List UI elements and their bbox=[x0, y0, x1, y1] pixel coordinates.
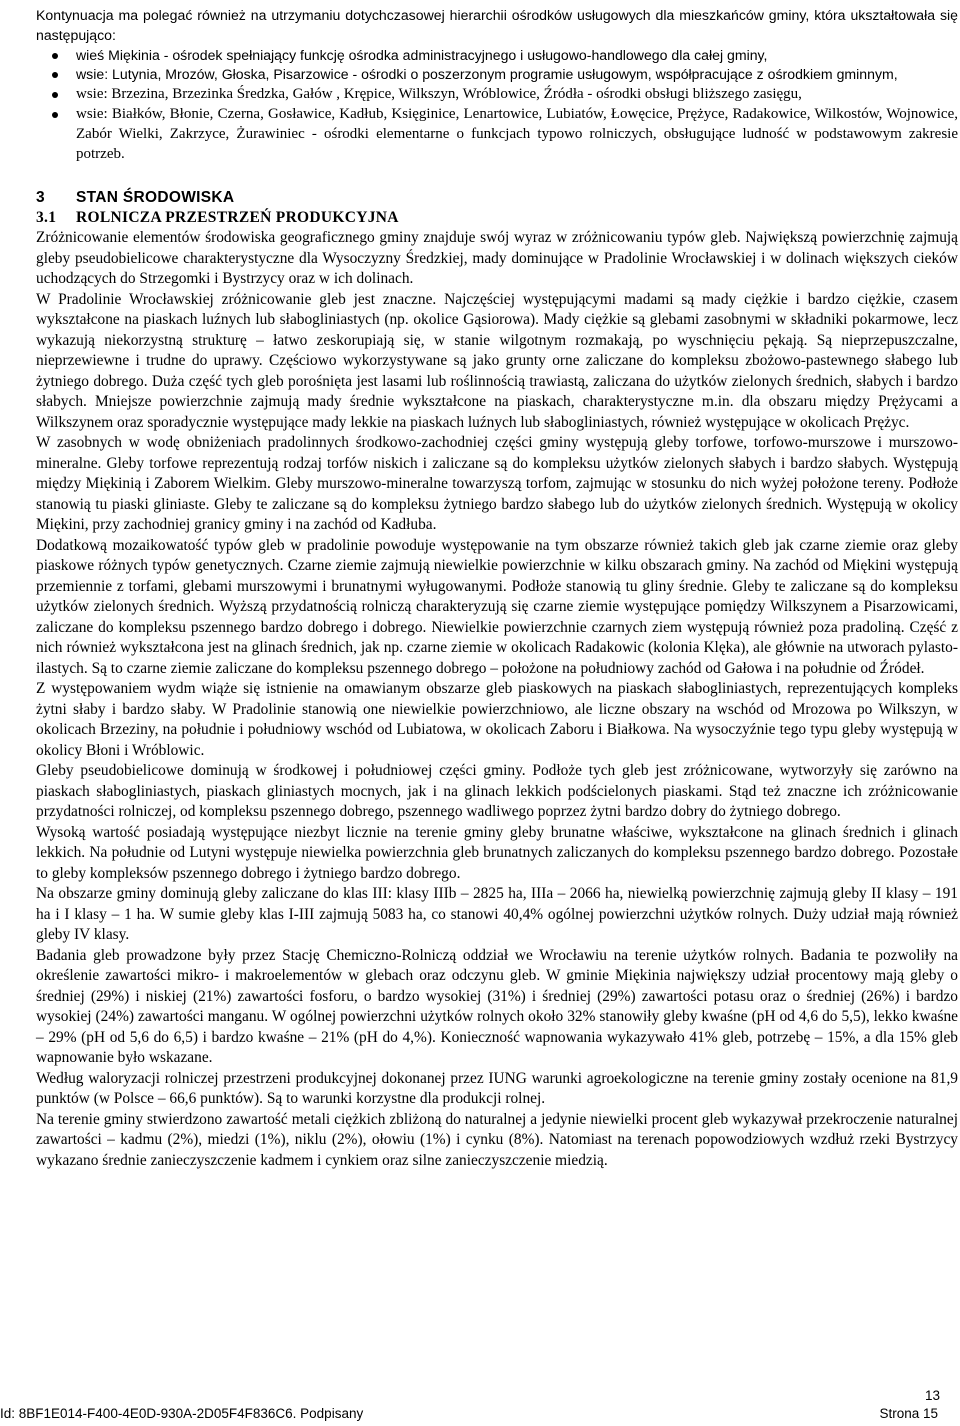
section-title: STAN ŚRODOWISKA bbox=[76, 189, 235, 207]
list-item-text: wieś Miękinia - ośrodek spełniający funkcję ośrodka administracyjnego i usługowo-handlowego dla całej gminy, bbox=[76, 46, 768, 63]
body-paragraph: Wysoką wartość posiadają występujące niezbyt licznie na terenie gminy gleby brunatne właściwe, wykształcone na glinach średnich i glinach lekkich. Na południe od Lutyni występuje niewielka powierzchnia gleb brunatnych zaliczanych do kompleksu pszennego bardzo dobrego. Pozostałe to gleby kompleksów pszennego dobrego i żytniego bardzo dobrego. bbox=[36, 823, 958, 882]
list-item bbox=[36, 105, 958, 164]
bullet-icon bbox=[52, 92, 58, 98]
body-paragraph: W Pradolinie Wrocławskiej zróżnicowanie gleb jest znaczne. Najczęściej występującymi madami są mady ciężkie i bardzo ciężkie, czasem wykształcone na piaskach luźnych lub słabogliniastych (np. okolice Gąsiorowa). Mady ciężkie są glebami zasobnymi w składniki pokarmowe, lecz wykazują niekorzystną strukturę – łatwo zeskorupiają się, w stanie wilgotnym rozmakają, po wyschnięciu pękają. Są nieprzepuszczalne, nieprzewiewne i trudne do uprawy. Częściowo wykorzystywane są jako grunty orne zaliczane do kompleksu zbożowo-pastewnego słabego lub żytniego dobrego. Duża część tych gleb porośnięta jest lasami lub roślinnością trawiastą, zaliczana do użytków zielonych średnich, słabych i bardzo słabych. Mniejsze powierzchnie zajmują mady średnie wykształcone na piaskach, charakterystyczne m.in. dla obszaru między Prężycami a Wilkszynem oraz sporadycznie występujące mady lekkie na piaskach luźnych lub słabogliniastych, również występujące w okolicach Prężyc. bbox=[36, 290, 958, 431]
section-number: 3 bbox=[36, 189, 45, 207]
list-item bbox=[36, 85, 958, 105]
subsection-number: 3.1 bbox=[36, 209, 57, 227]
body-paragraph: Na obszarze gminy dominują gleby zaliczane do klas III: klasy IIIb – 2825 ha, IIIa – 2066 ha, niewielką powierzchnię zajmują gleby II klasy – 191 ha i I klasy – 1 ha. W sumie gleby klas I-III zajmują 5083 ha, co stanowi 40,4% ogólnej powierzchni użytków rolnych. Duży udział mają również gleby IV klasy. bbox=[36, 885, 958, 944]
body-paragraph: Gleby pseudobielicowe dominują w środkowej i południowej części gminy. Podłoże tych gleb jest zróżnicowane, wytworzyły się zarówno na piaskach słabogliniastych, piaskach gliniastych mocnych, jak i na glinach lekkich podścielonych piaskami. Stąd też znaczne ich zróżnicowanie przydatności rolniczej, od kompleksu pszennego dobrego, pszennego wadliwego poprzez żytni bardzo dobry do żytniego dobrego. bbox=[36, 762, 958, 821]
intro-paragraph: Kontynuacja ma polegać również na utrzymaniu dotychczasowej hierarchii ośrodków usługowych dla mieszkańców gminy, która ukształtowała się następująco: bbox=[36, 7, 958, 43]
body-paragraph: Zróżnicowanie elementów środowiska geograficznego gminy znajduje swój wyraz w zróżnicowaniu typów gleb. Największą powierzchnię zajmują gleby pseudobielicowe charakterystyczne dla Wysoczyzny Średzkiej, mady dominujące w Pradolinie Wrocławskiej i w dolinach większych cieków uchodzących do Strzegomki i Bystrzycy oraz w ich dolinach. bbox=[36, 229, 958, 288]
body-paragraph: Z występowaniem wydm wiąże się istnienie na omawianym obszarze gleb piaskowych na piaskach słabogliniastych, reprezentujących kompleks żytni słaby i bardzo słaby. W Pradolinie stanowią one niewielkie powierzchniowo, ale liczne obszary na wschód od Mrozowa po Wilkszyn, w okolicach Brzeziny, na południe i południowy wschód od Lubiatowa, w okolicach Zaboru i Białkowa. Na wysoczyźnie tego typu gleby występują w okolicy Błoni i Wróblowic. bbox=[36, 680, 958, 759]
body-paragraph: Badania gleb prowadzone były przez Stację Chemiczno-Rolniczą oddział we Wrocławiu na terenie użytków rolnych. Badania te pozwoliły na określenie zawartości mikro- i makroelementów w glebach oraz odczynu gleb. W gminie Miękinia największy udział procentowy mają gleby o średniej (29%) i niskiej (21%) zawartości fosforu, o bardzo wysokiej (31%) i średniej (29%) zawartości potasu oraz o średniej (26%) i bardzo wysokiej (24%) zawartości manganu. W ogólnej powierzchni użytków rolnych około 32% stanowiły gleby kwaśne (pH od 4,6 do 5,5), lekko kwaśne – 29% (pH od 5,6 do 6,5) i bardzo kwaśne – 21% (pH do 4,%). Konieczność wapnowania wykazywało 41% gleb, potrzebę – 15%, a dla 15% gleb wapnowanie było wskazane. bbox=[36, 946, 958, 1067]
bullet-icon bbox=[52, 112, 58, 118]
body-paragraph: Według waloryzacji rolniczej przestrzeni produkcyjnej dokonanej przez IUNG warunki agroekologiczne na terenie gminy zostały ocenione na 81,9 punktów (w Polsce – 66,6 punktów). Są to warunki korzystne dla produkcji rolnej. bbox=[36, 1069, 958, 1108]
bullet-icon bbox=[52, 72, 58, 78]
page-label: Strona 15 bbox=[879, 1406, 938, 1421]
document-id: Id: 8BF1E014-F400-4E0D-930A-2D05F4F836C6. Podpisany bbox=[0, 1406, 364, 1421]
body-paragraph: Dodatkową mozaikowatość typów gleb w pradolinie powoduje występowanie na tym obszarze również takich gleb jak czarne ziemie oraz gleby piaskowe różnych typów genetycznych. Czarne ziemie zajmują niewielkie powierzchnie w kilku obszarach gminy. Na zachód od Miękini występują przemiennie z torfami, glebami murszowymi i brunatnymi wyługowanymi. Podłoże stanowią tu gliny średnie. Gleby te zaliczane są do kompleksu użytków zielonych średnich. Wyższą przydatnością rolniczą charakteryzują się czarne ziemie występujące pomiędzy Wilkszynem a Pisarzowicami, zaliczane do kompleksu pszennego bardzo dobrego i dobrego. Niewielkie powierzchnie czarnych ziem występują również poza pradoliną. Część z nich również wykształcona jest na glinach średnich, jak np. czarne ziemie w okolicach Radakowic (kolonia Klęka), ale głównie na utworach pylasto-ilastych. Są to czarne ziemie zaliczane do kompleksu pszennego dobrego – położone na południowy zachód od Gałowa i na południe od Źródeł. bbox=[36, 536, 958, 677]
section-heading bbox=[36, 188, 958, 208]
list-item bbox=[36, 46, 958, 66]
body-paragraph: W zasobnych w wodę obniżeniach pradolinnych środkowo-zachodniej części gminy występują gleby torfowe, torfowo-murszowe i murszowo-mineralne. Gleby torfowe reprezentują rodzaj torfów niskich i zaliczane są do kompleksu użytków zielonych słabych i bardzo słabych. Występują między Miękinią i Zaborem Wielkim. Gleby murszowo-mineralne towarzyszą torfom, zajmując w stosunku do nich wyżej położone tereny. Podłoże stanowią tu piaski gliniaste. Gleby te zaliczane są do kompleksu żytniego bardzo słabego lub do użytków zielonych średnich. Występują w okolicy Miękini, przy zachodniej granicy gminy i na zachód od Kadłuba. bbox=[36, 434, 958, 534]
document-page bbox=[36, 6, 958, 1171]
body-paragraph: Na terenie gminy stwierdzono zawartość metali ciężkich zbliżoną do naturalnej a jedynie niewielki procent gleb wykazywał przekroczenie naturalnej zawartości – kadmu (2%), miedzi (1%), niklu (2%), ołowiu (1%) i cynku (8%). Natomiast na terenach popowodziowych wzdłuż rzeki Bystrzycy wykazano średnie zanieczyszczenie kadmem i cynkiem oraz silne zanieczyszczenie miedzią. bbox=[36, 1110, 958, 1169]
list-item-text: wsie: Brzezina, Brzezinka Średzka, Gałów , Krępice, Wilkszyn, Wróblowice, Źródła - ośrodki obsługi bliższego zasięgu, bbox=[76, 86, 802, 103]
subsection-title: ROLNICZA PRZESTRZEŃ PRODUKCYJNA bbox=[76, 209, 399, 227]
list-item-text: wsie: Białków, Błonie, Czerna, Gosławice, Kadłub, Księginice, Lenartowice, Lubiatów, Łowęcice, Prężyce, Radakowice, Wilkostów, Wojnowice, Zabór Wielki, Zakrzyce, Żurawiniec - ośrodki elementarne o funkcjach typowo rolniczych, obsługujące ludność w podstawowym zakresie potrzeb. bbox=[76, 105, 958, 162]
page-footer bbox=[0, 1406, 938, 1421]
list-item bbox=[36, 65, 958, 85]
page-number: 13 bbox=[924, 1388, 940, 1403]
list-item-text: wsie: Lutynia, Mrozów, Głoska, Pisarzowice - ośrodki o poszerzonym programie usługowym, współpracujące z ośrodkiem gminnym, bbox=[76, 66, 898, 83]
bullet-icon bbox=[52, 53, 58, 59]
settlement-hierarchy-list bbox=[36, 46, 958, 165]
subsection-heading bbox=[36, 208, 958, 228]
